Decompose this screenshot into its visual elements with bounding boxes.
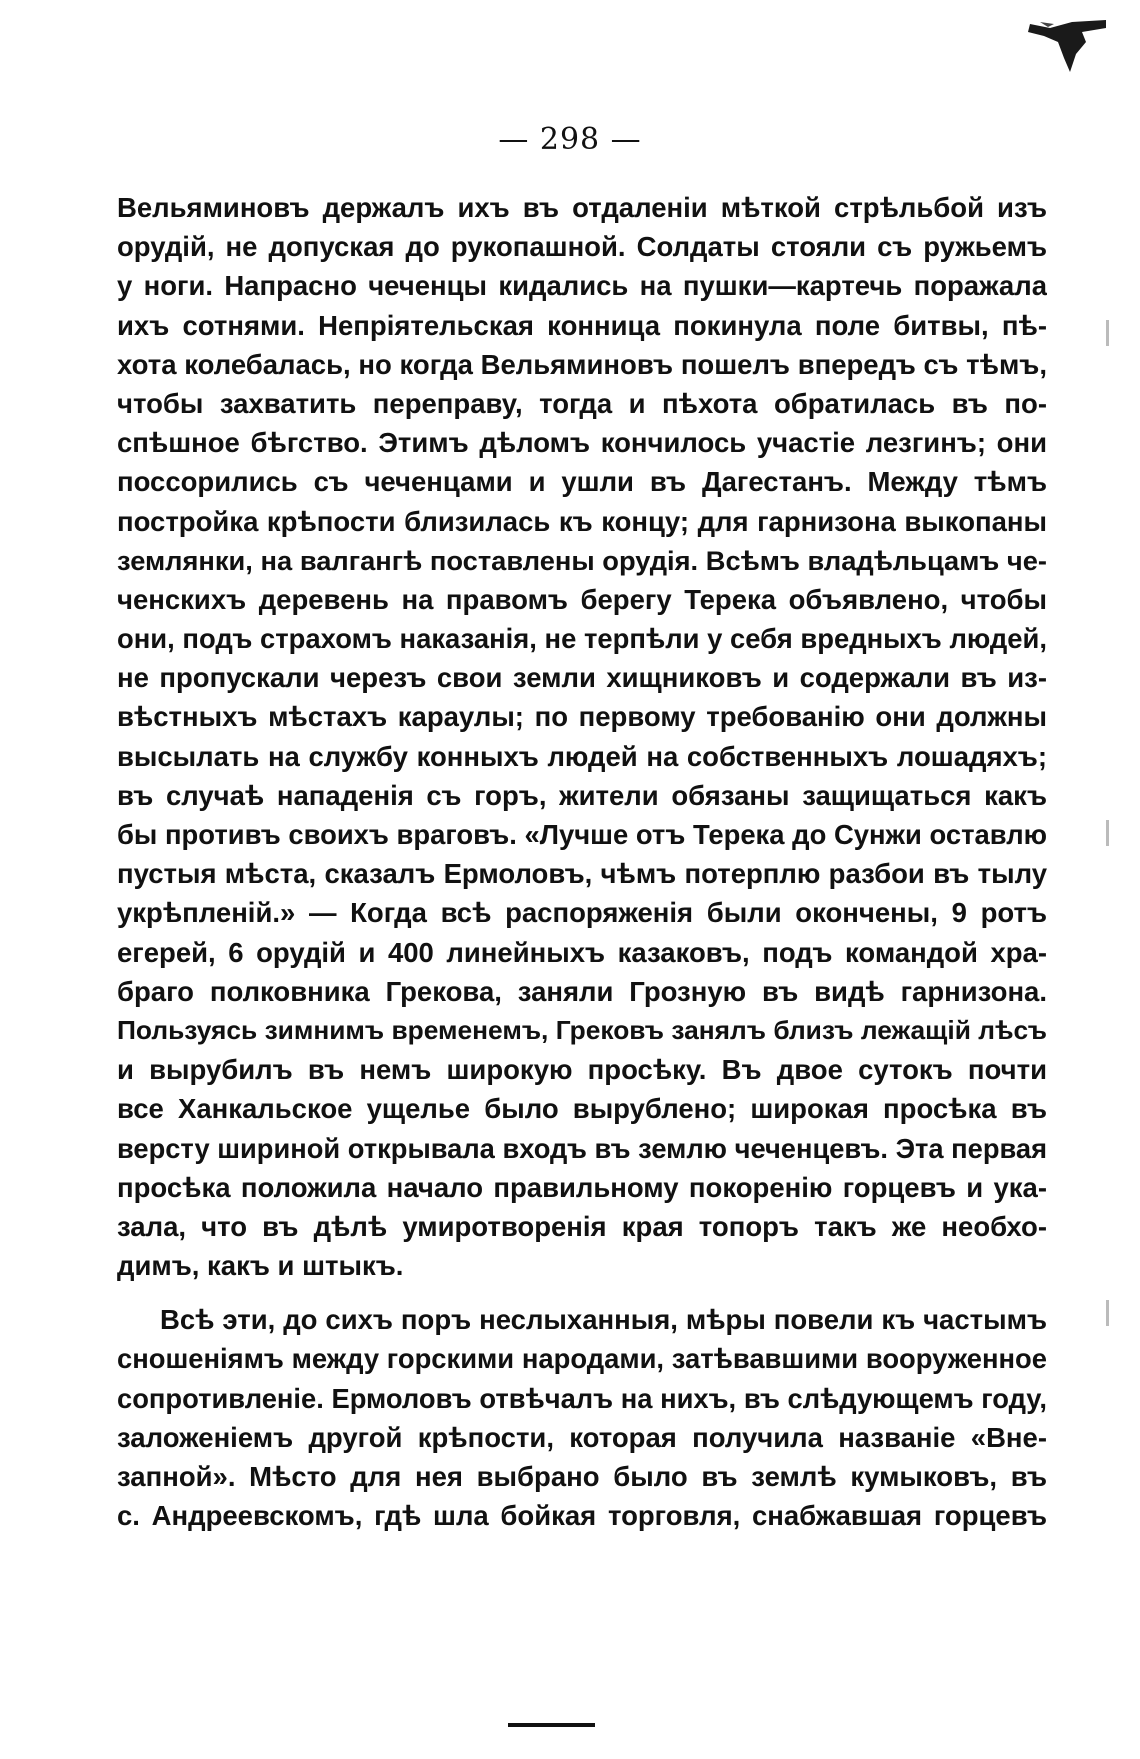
text-line: ихъ сотнями. Непріятельская конница покинула поле битвы, пѣ- bbox=[117, 309, 1047, 341]
text-line: Всѣ эти, до сихъ поръ неслыханныя, мѣры повели къ частымъ bbox=[160, 1304, 1047, 1336]
text-line: запной». Мѣсто для нея выбрано было въ землѣ кумыковъ, въ bbox=[117, 1461, 1047, 1492]
footer-rule bbox=[508, 1723, 595, 1727]
paragraph-2 bbox=[117, 1300, 1047, 1535]
text-line: у ноги. Напрасно чеченцы кидались на пушки—картечь поражала bbox=[117, 270, 1047, 302]
text-line: заложеніемъ другой крѣпости, которая получила названіе «Вне- bbox=[117, 1421, 1047, 1453]
text-line: орудій, не допуская до рукопашной. Солдаты стояли съ ружьемъ bbox=[117, 231, 1047, 263]
text-line: поссорились съ чеченцами и ушли въ Дагестанъ. Между тѣмъ bbox=[117, 466, 1047, 498]
text-line: пустыя мѣста, сказалъ Ермоловъ, чѣмъ потерплю разбои въ тылу bbox=[117, 858, 1047, 890]
text-line: с. Андреевскомъ, гдѣ шла бойкая торговля, снабжавшая горцевъ bbox=[117, 1500, 1047, 1532]
text-line: димъ, какъ и штыкъ. bbox=[117, 1250, 404, 1282]
text-line: ченскихъ деревень на правомъ берегу Терека объявлено, чтобы bbox=[117, 583, 1047, 615]
text-line: сношеніямъ между горскими народами, затѣвавшими вооруженное bbox=[117, 1343, 1047, 1375]
text-line: Вельяминовъ держалъ ихъ въ отдаленіи мѣткой стрѣльбой изъ bbox=[117, 192, 1047, 223]
text-line: версту шириной открывала входъ въ землю чеченцевъ. Эта первая bbox=[117, 1132, 1047, 1164]
text-line: егерей, 6 орудій и 400 линейныхъ казаковъ, подъ командой хра- bbox=[117, 936, 1047, 968]
text-line: хота колебалась, но когда Вельяминовъ пошелъ впередъ съ тѣмъ, bbox=[117, 348, 1047, 380]
scan-edge-mark bbox=[1106, 1300, 1109, 1326]
text-line: въ случаѣ нападенія съ горъ, жители обязаны защищаться какъ bbox=[117, 779, 1047, 811]
text-line: Пользуясь зимнимъ временемъ, Грековъ занялъ близъ лежащій лѣсъ bbox=[117, 1014, 1047, 1045]
text-line: сопротивленіе. Ермоловъ отвѣчалъ на нихъ, въ слѣдующемъ году, bbox=[117, 1382, 1047, 1414]
paragraph-1 bbox=[117, 188, 1047, 1285]
text-line: браго полковника Грекова, заняли Грозную въ видѣ гарнизона. bbox=[117, 975, 1047, 1007]
text-line: не пропускали черезъ свои земли хищниковъ и содержали въ из- bbox=[117, 662, 1047, 694]
text-line: просѣка положила начало правильному покоренію горцевъ и ука- bbox=[117, 1171, 1047, 1203]
text-line: высылать на службу конныхъ людей на собственныхъ лошадяхъ; bbox=[117, 740, 1047, 772]
text-line: все Ханкальское ущелье было вырублено; широкая просѣка въ bbox=[117, 1093, 1047, 1125]
text-line: вѣстныхъ мѣстахъ караулы; по первому требованію они должны bbox=[117, 701, 1047, 733]
text-line: и вырубилъ въ немъ широкую просѣку. Въ двое сутокъ почти bbox=[117, 1054, 1047, 1086]
text-line: зала, что въ дѣлѣ умиротворенія края топоръ такъ же необхо- bbox=[117, 1210, 1047, 1242]
scan-edge-mark bbox=[1106, 820, 1109, 846]
scan-edge-mark bbox=[1106, 320, 1109, 346]
body-text bbox=[117, 188, 1047, 1535]
text-line: чтобы захватить переправу, тогда и пѣхота обратилась въ по- bbox=[117, 387, 1047, 419]
text-line: спѣшное бѣгство. Этимъ дѣломъ кончилось участіе лезгинъ; они bbox=[117, 427, 1047, 459]
page-number: — 298 — bbox=[498, 122, 642, 157]
text-line: укрѣпленій.» — Когда всѣ распоряженія были окончены, 9 ротъ bbox=[117, 897, 1047, 929]
text-line: постройка крѣпости близилась къ концу; для гарнизона выкопаны bbox=[117, 505, 1047, 537]
text-line: бы противъ своихъ враговъ. «Лучше отъ Терека до Сунжи оставлю bbox=[117, 819, 1047, 850]
text-line: землянки, на валгангѣ поставлены орудія. Всѣмъ владѣльцамъ че- bbox=[117, 544, 1047, 576]
corner-ink-smudge bbox=[1020, 18, 1110, 76]
text-line: они, подъ страхомъ наказанія, не терпѣли у себя вредныхъ людей, bbox=[117, 623, 1047, 655]
